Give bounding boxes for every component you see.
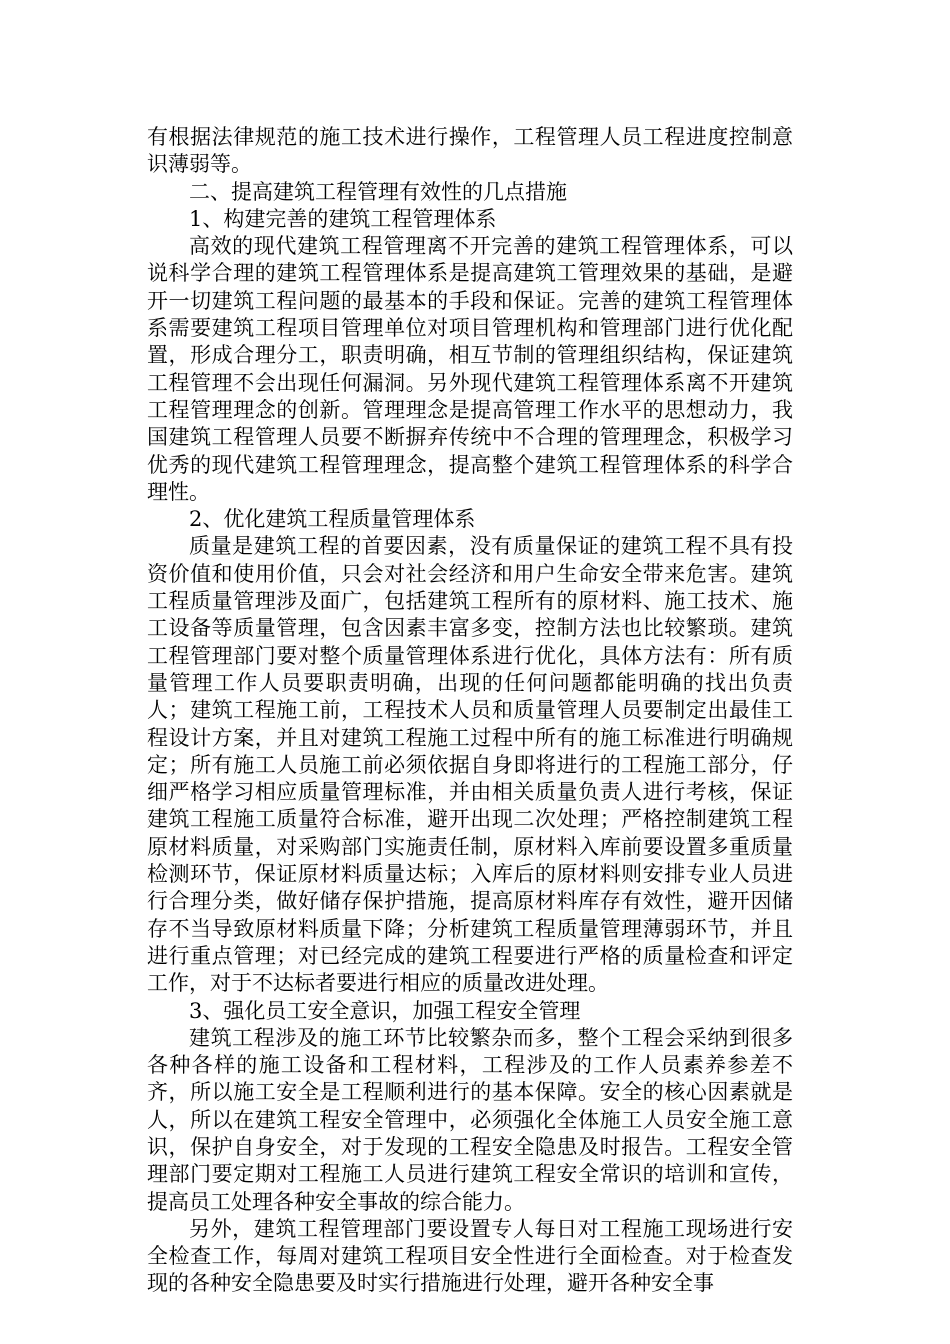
subsection-heading-3: 3、强化员工安全意识，加强工程安全管理 bbox=[189, 998, 581, 1023]
subsection-heading-2: 2、优化建筑工程质量管理体系 bbox=[189, 507, 476, 532]
document-body bbox=[147, 124, 793, 1298]
subsection-heading-1: 1、构建完善的建筑工程管理体系 bbox=[189, 206, 497, 231]
section-heading-2: 二、提高建筑工程管理有效性的几点措施 bbox=[189, 179, 567, 204]
paragraph-safety-awareness: 建筑工程涉及的施工环节比较繁杂而多，整个工程会采纳到很多各种各样的施工设备和工程材料，工程涉及的工作人员素养参差不齐，所以施工安全是工程顺利进行的基本保障。安全的核心因素就是人，所以在建筑工程安全管理中，必须强化全体施工人员安全施工意识，保护自身安全，对于发现的工程安全隐患及时报告。工程安全管理部门要定期对工程施工人员进行建筑工程安全常识的培训和宣传，提高员工处理各种安全事故的综合能力。 bbox=[147, 1025, 793, 1214]
paragraph-continuation: 有根据法律规范的施工技术进行操作，工程管理人员工程进度控制意识薄弱等。 bbox=[147, 125, 793, 177]
paragraph-quality-management: 质量是建筑工程的首要因素，没有质量保证的建筑工程不具有投资价值和使用价值，只会对社会经济和用户生命安全带来危害。建筑工程质量管理涉及面广，包括建筑工程所有的原材料、施工技术、施工设备等质量管理，包含因素丰富多变，控制方法也比较繁琐。建筑工程管理部门要对整个质量管理体系进行优化，具体方法有：所有质量管理工作人员要职责明确，出现的任何问题都能明确的找出负责人；建筑工程施工前，工程技术人员和质量管理人员要制定出最佳工程设计方案，并且对建筑工程施工过程中所有的施工标准进行明确规定；所有施工人员施工前必须依据自身即将进行的工程施工部分，仔细严格学习相应质量管理标准，并由相关质量负责人进行考核，保证建筑工程施工质量符合标准，避开出现二次处理；严格控制建筑工程原材料质量，对采购部门实施责任制，原材料入库前要设置多重质量检测环节，保证原材料质量达标；入库后的原材料则安排专业人员进行合理分类，做好储存保护措施，提高原材料库存有效性，避开因储存不当导致原材料质量下降；分析建筑工程质量管理薄弱环节，并且进行重点管理；对已经完成的建筑工程要进行严格的质量检查和评定工作，对于不达标者要进行相应的质量改进处理。 bbox=[147, 534, 793, 996]
paragraph-safety-inspection: 另外，建筑工程管理部门要设置专人每日对工程施工现场进行安全检查工作，每周对建筑工程项目安全性进行全面检查。对于检查发现的各种安全隐患要及时实行措施进行处理，避开各种安全事 bbox=[147, 1216, 793, 1296]
paragraph-management-system: 高效的现代建筑工程管理离不开完善的建筑工程管理体系，可以说科学合理的建筑工程管理体系是提高建筑工管理效果的基础，是避开一切建筑工程问题的最基本的手段和保证。完善的建筑工程管理体系需要建筑工程项目管理单位对项目管理机构和管理部门进行优化配置，形成合理分工，职责明确，相互节制的管理组织结构，保证建筑工程管理不会出现任何漏洞。另外现代建筑工程管理体系离不开建筑工程管理理念的创新。管理理念是提高管理工作水平的思想动力，我国建筑工程管理人员要不断摒弃传统中不合理的管理理念，积极学习优秀的现代建筑工程管理理念，提高整个建筑工程管理体系的科学合理性。 bbox=[147, 234, 793, 504]
